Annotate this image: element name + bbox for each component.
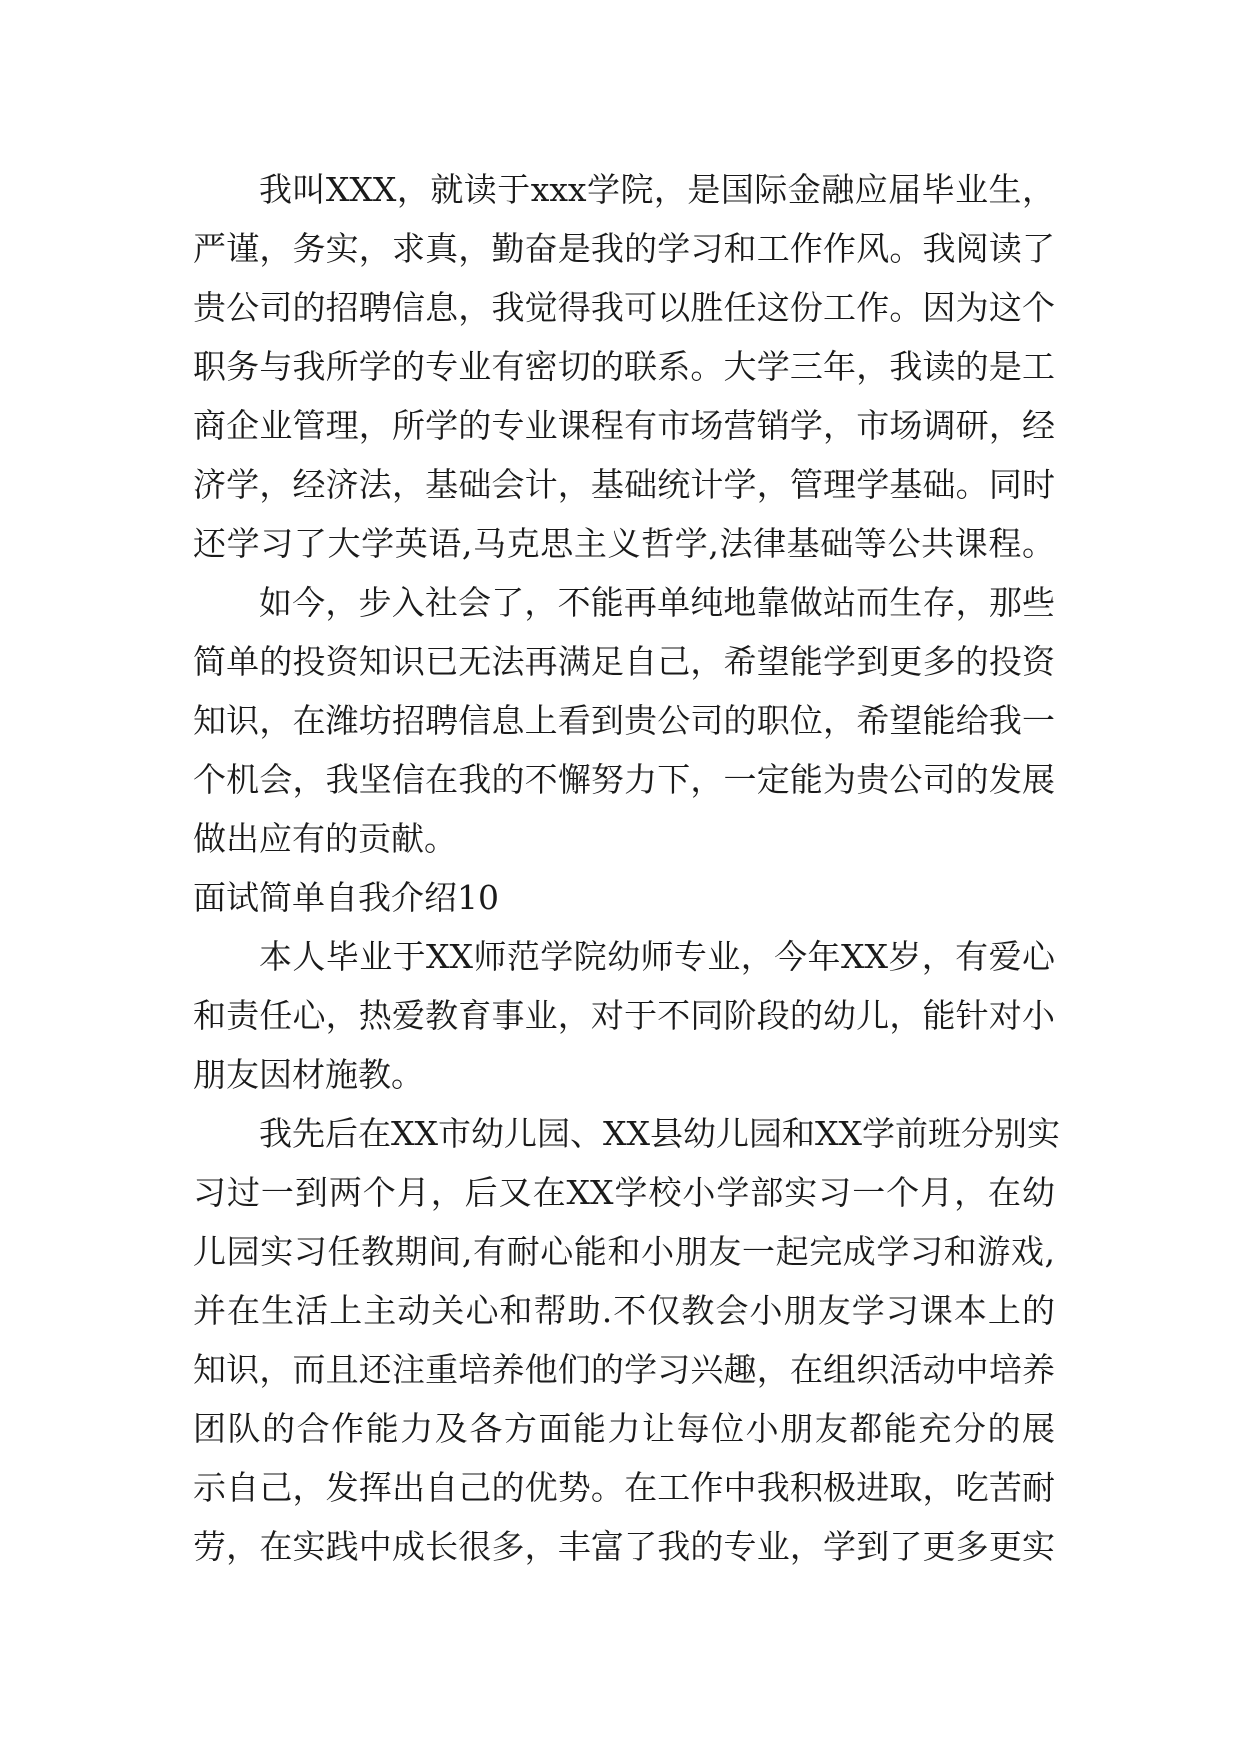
paragraph-line: 还学习了大学英语,马克思主义哲学,法律基础等公共课程。 bbox=[193, 524, 1055, 563]
paragraph-line: 和责任心，热爱教育事业，对于不同阶段的幼儿，能针对小 bbox=[193, 996, 1055, 1035]
paragraph-4 bbox=[193, 1104, 1060, 1576]
paragraph-line: 示自己，发挥出自己的优势。在工作中我积极进取，吃苦耐 bbox=[193, 1468, 1055, 1507]
paragraph-line: 我先后在XX市幼儿园、XX县幼儿园和XX学前班分别实 bbox=[259, 1114, 1060, 1153]
paragraph-1 bbox=[193, 160, 1055, 573]
paragraph-line: 知识，而且还注重培养他们的学习兴趣，在组织活动中培养 bbox=[193, 1350, 1055, 1389]
paragraph-line: 本人毕业于XX师范学院幼师专业，今年XX岁，有爱心 bbox=[259, 937, 1055, 976]
paragraph-line: 儿园实习任教期间,有耐心能和小朋友一起完成学习和游戏, bbox=[193, 1232, 1055, 1271]
paragraph-3 bbox=[193, 927, 1055, 1104]
paragraph-line: 并在生活上主动关心和帮助.不仅教会小朋友学习课本上的 bbox=[193, 1291, 1055, 1330]
paragraph-line: 商企业管理，所学的专业课程有市场营销学，市场调研，经 bbox=[193, 406, 1055, 445]
paragraph-line: 习过一到两个月，后又在XX学校小学部实习一个月，在幼 bbox=[193, 1173, 1055, 1212]
paragraph-line: 职务与我所学的专业有密切的联系。大学三年，我读的是工 bbox=[193, 347, 1055, 386]
paragraph-line: 济学，经济法，基础会计，基础统计学，管理学基础。同时 bbox=[193, 465, 1055, 504]
paragraph-line: 严谨，务实，求真，勤奋是我的学习和工作作风。我阅读了 bbox=[193, 229, 1055, 268]
paragraph-line: 简单的投资知识已无法再满足自己，希望能学到更多的投资 bbox=[193, 642, 1055, 681]
paragraph-line: 我叫XXX，就读于xxx学院，是国际金融应届毕业生， bbox=[259, 170, 1055, 209]
document-page bbox=[193, 160, 1060, 1576]
paragraph-line: 如今，步入社会了，不能再单纯地靠做站而生存，那些 bbox=[259, 583, 1055, 622]
paragraph-line: 劳，在实践中成长很多，丰富了我的专业，学到了更多更实 bbox=[193, 1527, 1055, 1566]
paragraph-line: 个机会，我坚信在我的不懈努力下，一定能为贵公司的发展 bbox=[193, 760, 1055, 799]
paragraph-line: 朋友因材施教。 bbox=[193, 1055, 424, 1094]
paragraph-line: 知识，在潍坊招聘信息上看到贵公司的职位，希望能给我一 bbox=[193, 701, 1055, 740]
paragraph-line: 做出应有的贡献。 bbox=[193, 819, 457, 858]
paragraph-line: 团队的合作能力及各方面能力让每位小朋友都能充分的展 bbox=[193, 1409, 1055, 1448]
paragraph-line: 贵公司的招聘信息，我觉得我可以胜任这份工作。因为这个 bbox=[193, 288, 1055, 327]
paragraph-2 bbox=[193, 573, 1055, 868]
section-heading: 面试简单自我介绍10 bbox=[193, 878, 499, 917]
